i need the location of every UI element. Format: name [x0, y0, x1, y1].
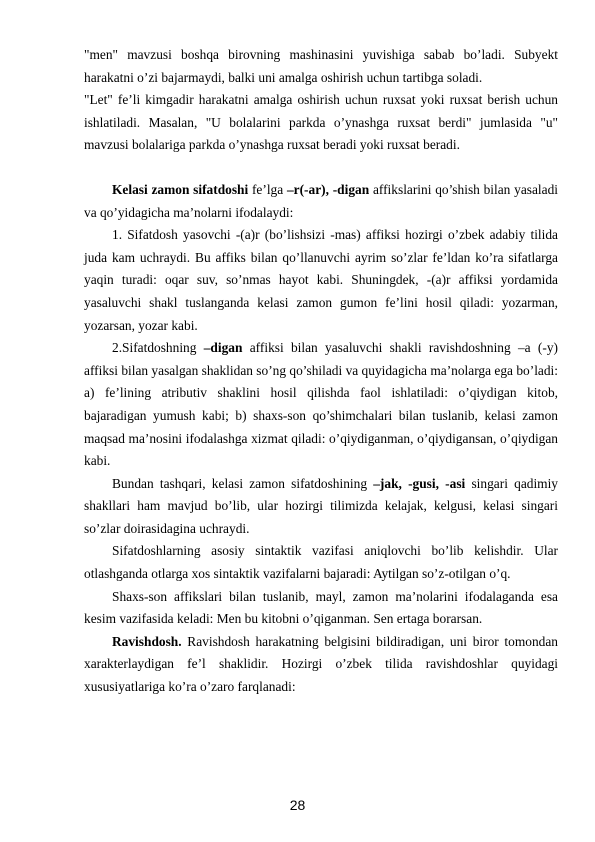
term-future-participle: Kelasi zamon sifatdoshi	[112, 181, 249, 197]
page-number: 28	[289, 797, 306, 813]
document-body	[84, 44, 558, 699]
paragraph-predicate-function: Shaxs-son affikslari bilan tuslanib, mayl, zamon ma’nolarini ifodalaganda esa kesim vazifasida keladi: Men bu kitobni o’qiganman. Sen ertaga borarsan.	[84, 588, 558, 627]
paragraph-point-1: 1. Sifatdosh yasovchi -(a)r (bo’lishsizi -mas) affiksi hozirgi o’zbek adabiy tilida juda kam uchraydi. Bu affiks bilan qo’llanuvchi ayrim so’zlar fe’ldan ko’ra sifatlarga yaqin turadi: oqar suv, so’nmas hayot kabi. Shuningdek, -(a)r affiksi yordamida yasaluvchi shakl tuslanganda kelasi zamon gumon fe’lini hosil qiladi: yozarman, yozarsan, yozar kabi.	[84, 227, 558, 333]
paragraph-future-participle	[84, 179, 558, 224]
text-segment: affiksi bilan yasaluvchi shakli ravishdoshning –a (-y) affiksi bilan yasalgan shaklidan so’ng qo’shiladi va quyidagicha ma’nolarga ega bo’ladi: a) fe’lining atributiv shaklini hosil qilishda faol ishlatiladi: o’qiydigan kitob, bajaradigan yumush kabi; b) shaxs-son qo’shimchalari bilan tuslanib, kelasi zamon maqsad ma’nosini ifodalashga xizmat qiladi: o’qiydiganman, o’qiydigansan, o’qiydigan kabi.	[84, 340, 559, 469]
paragraph-point-2	[84, 337, 558, 473]
term-ancient-affixes: –jak, -gusi, -asi	[373, 475, 466, 491]
text-segment: Bundan tashqari, kelasi zamon sifatdoshining	[112, 475, 374, 491]
paragraph-causative-men: "men" mavzusi boshqa birovning mashinasini yuvishiga sabab bo’ladi. Subyekt harakatni o’zi bajarmaydi, balki uni amalga oshirish uchun tartibga soladi.	[84, 47, 558, 85]
text-segment: 2.Sifatdoshning	[112, 340, 204, 356]
text-segment: fe’lga	[248, 181, 287, 197]
text-segment: singari qadimiy shakllari ham mavjud bo’lib, ular hozirgi tilimizda kelajak, kelgusi, kelasi singari so’zlar doirasidagina uchraydi.	[84, 475, 559, 536]
text-segment: affikslarini qo’shish bilan yasaladi va qo’yidagicha ma’nolarni ifodalaydi:	[84, 181, 558, 220]
paragraph-let-verb: "Let" fe’li kimgadir harakatni amalga oshirish uchun ruxsat yoki ruxsat berish uchun ishlatiladi. Masalan, "U bolalarini parkda o’ynashga ruxsat berdi" jumlasida "u" mavzusi bolalariga parkda o’ynashga ruxsat beradi yoki ruxsat beradi.	[84, 92, 558, 153]
term-ravishdosh: Ravishdosh.	[112, 633, 182, 649]
term-affixes: –r(-ar), -digan	[286, 181, 370, 197]
term-digan: –digan	[203, 340, 243, 356]
paragraph-ancient-forms	[84, 473, 558, 541]
paragraph-syntactic-function: Sifatdoshlarning asosiy sintaktik vazifasi aniqlovchi bo’lib kelishdir. Ular otlashganda otlarga xos sintaktik vazifalarni bajaradi: Aytilgan so’z-otilgan o’q.	[84, 543, 558, 582]
paragraph-ravishdosh	[84, 631, 558, 699]
paragraph-spacer	[84, 157, 558, 179]
text-segment: Ravishdosh harakatning belgisini bildiradigan, uni biror tomondan xarakterlaydigan fe’l shaklidir. Hozirgi o’zbek tilida ravishdoshlar quyidagi xususiyatlariga ko’ra o’zaro farqlanadi:	[84, 633, 558, 695]
